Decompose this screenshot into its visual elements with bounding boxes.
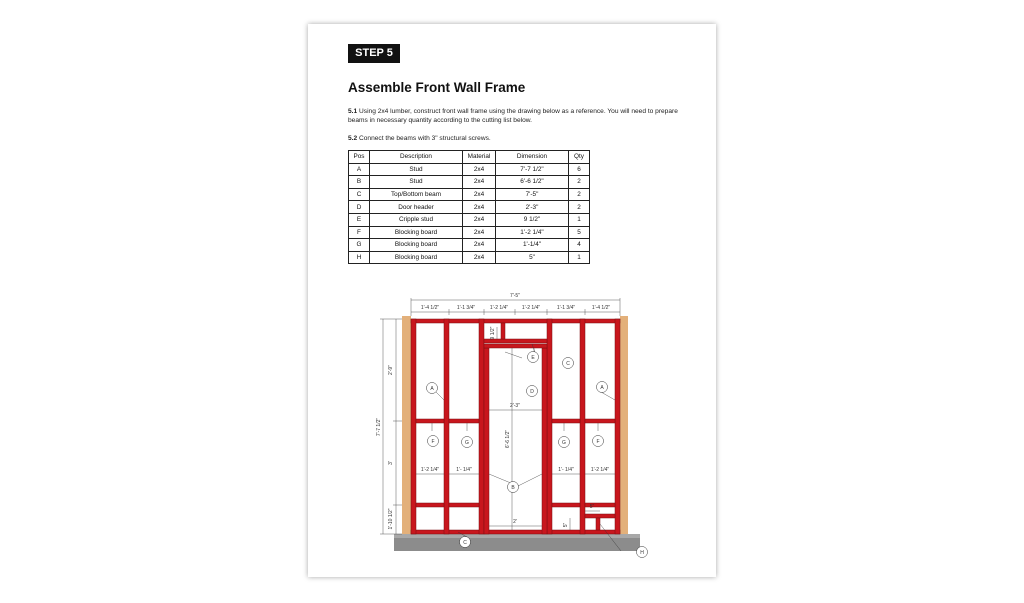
mid-dim-label: 1'-2 1/4": [420, 467, 440, 473]
callout-label-c: C: [463, 540, 467, 546]
table-cell: G: [349, 239, 370, 252]
table-cell: 5: [569, 226, 590, 239]
wall-frame-drawing: [308, 282, 716, 562]
instruction-number: 5.1: [348, 108, 358, 115]
instruction-text: Using 2x4 lumber, construct front wall frame using the drawing below as a reference. You will need to prepare beams in necessary quantity according to the cutting list below.: [348, 108, 678, 124]
column-header: Qty: [569, 151, 590, 164]
block-g3: [552, 419, 580, 423]
column-header: Description: [370, 151, 463, 164]
callout-label-d: D: [530, 389, 534, 395]
top-dim-label: 1'-4 1/2": [591, 305, 611, 311]
table-cell: 7'-7 1/2": [496, 163, 569, 176]
table-row: [349, 163, 590, 176]
callout-label-a: A: [430, 386, 434, 392]
top-dim-label: 1'-2 1/4": [489, 305, 509, 311]
callout-label-f: F: [431, 439, 435, 445]
block-width-label: 5": [589, 504, 595, 510]
table-cell: 1: [569, 213, 590, 226]
table-row: [349, 239, 590, 252]
door-height-label: 6'-6 1/2": [505, 429, 511, 449]
table-cell: 2x4: [463, 213, 496, 226]
cripple-stud: [501, 323, 505, 339]
table-cell: 1'-2 1/4": [496, 226, 569, 239]
table-header-row: [349, 151, 590, 164]
table-cell: Blocking board: [370, 226, 463, 239]
column-header: Dimension: [496, 151, 569, 164]
instruction-page: [308, 24, 716, 577]
mid-dim-label: 1'-2 1/4": [590, 467, 610, 473]
overall-height-label: 7'-7 1/2": [376, 417, 382, 437]
table-cell: 9 1/2": [496, 213, 569, 226]
table-cell: E: [349, 213, 370, 226]
callout-circles: [427, 352, 648, 558]
block-h: [596, 518, 600, 530]
callout-label-g: G: [465, 440, 469, 446]
top-beam: [411, 319, 620, 323]
callout-leaders: [432, 344, 621, 551]
table-cell: F: [349, 226, 370, 239]
stud-b2: [542, 348, 547, 534]
callout-label-h: H: [640, 550, 644, 556]
table-cell: 1'-1/4": [496, 239, 569, 252]
column-header: Material: [463, 151, 496, 164]
block-g4: [552, 503, 580, 507]
stud-a3: [479, 319, 484, 534]
left-dim-label: 2'-9": [388, 365, 394, 375]
table-cell: A: [349, 163, 370, 176]
cutting-list-table: [348, 150, 590, 264]
left-dim-label: 3': [388, 461, 394, 465]
table-cell: Door header: [370, 201, 463, 214]
callout-label-f: F: [596, 439, 600, 445]
table-cell: 2x4: [463, 226, 496, 239]
table-cell: 2: [569, 188, 590, 201]
block-g1: [449, 419, 479, 423]
instruction-5-2: [348, 134, 678, 143]
stud-b1: [484, 348, 489, 534]
stud-a2: [444, 319, 449, 534]
table-cell: 7'-5": [496, 188, 569, 201]
table-cell: 2x4: [463, 163, 496, 176]
block-f2: [416, 503, 444, 507]
callout-label-a: A: [600, 385, 604, 391]
table-cell: Stud: [370, 176, 463, 189]
mid-dim-label: 1'- 1/4": [456, 467, 472, 473]
table-cell: 2: [569, 176, 590, 189]
table-cell: 4: [569, 239, 590, 252]
table-cell: B: [349, 176, 370, 189]
table-row: [349, 251, 590, 264]
stud-a6: [615, 319, 620, 534]
table-cell: D: [349, 201, 370, 214]
callout-label-c: C: [566, 361, 570, 367]
frame-members: [411, 319, 620, 534]
table-cell: Top/Bottom beam: [370, 188, 463, 201]
callout-label-b: B: [511, 485, 515, 491]
page-title: Assemble Front Wall Frame: [348, 80, 526, 95]
door-width-label: 2': [513, 519, 517, 525]
callout-label-g: G: [562, 440, 566, 446]
stud-a1: [411, 319, 416, 534]
table-cell: 1: [569, 251, 590, 264]
table-row: [349, 213, 590, 226]
table-cell: 2'-3": [496, 201, 569, 214]
table-cell: 2x4: [463, 239, 496, 252]
block-f1: [416, 419, 444, 423]
instruction-5-1: [348, 107, 678, 125]
top-dim-label: 1'-2 1/4": [521, 305, 541, 311]
block-height-label: 5": [563, 522, 569, 528]
table-cell: C: [349, 188, 370, 201]
table-cell: Stud: [370, 163, 463, 176]
wood-post-right: [620, 316, 628, 534]
bottom-beam: [411, 530, 620, 534]
table-cell: Cripple stud: [370, 213, 463, 226]
table-row: [349, 226, 590, 239]
table-cell: 2: [569, 201, 590, 214]
top-dim-label: 1'-1 3/4": [556, 305, 576, 311]
table-cell: 6'-6 1/2": [496, 176, 569, 189]
instruction-text: Connect the beams with 3" structural screws.: [357, 135, 491, 142]
overall-width-label: 7'-5": [510, 293, 520, 299]
table-cell: 2x4: [463, 176, 496, 189]
table-cell: 2x4: [463, 201, 496, 214]
block-g2: [449, 503, 479, 507]
table-row: [349, 201, 590, 214]
wood-post-left: [402, 316, 411, 534]
left-dim-label: 1'-10 1/2": [388, 508, 394, 530]
table-cell: H: [349, 251, 370, 264]
table-cell: 2x4: [463, 188, 496, 201]
callout-label-e: E: [531, 355, 535, 361]
instruction-number: 5.2: [348, 135, 358, 142]
block-f5: [585, 514, 615, 518]
table-row: [349, 176, 590, 189]
mid-dim-label: 1'- 1/4": [558, 467, 574, 473]
column-header: Pos: [349, 151, 370, 164]
table-cell: 6: [569, 163, 590, 176]
ground-slab-top: [394, 534, 640, 538]
door-header-width-label: 2'-3": [510, 403, 520, 409]
table-cell: Blocking board: [370, 251, 463, 264]
table-cell: 5": [496, 251, 569, 264]
stud-a4: [547, 319, 552, 534]
top-dim-label: 1'-4 1/2": [420, 305, 440, 311]
stud-a5: [580, 319, 585, 534]
table-cell: 2x4: [463, 251, 496, 264]
door-header-2: [484, 344, 547, 348]
block-f3: [585, 419, 615, 423]
step-badge: STEP 5: [348, 44, 400, 63]
table-row: [349, 188, 590, 201]
cripple-height-label: 9 1/2": [490, 326, 496, 340]
top-dim-label: 1'-1 3/4": [456, 305, 476, 311]
table-cell: Blocking board: [370, 239, 463, 252]
